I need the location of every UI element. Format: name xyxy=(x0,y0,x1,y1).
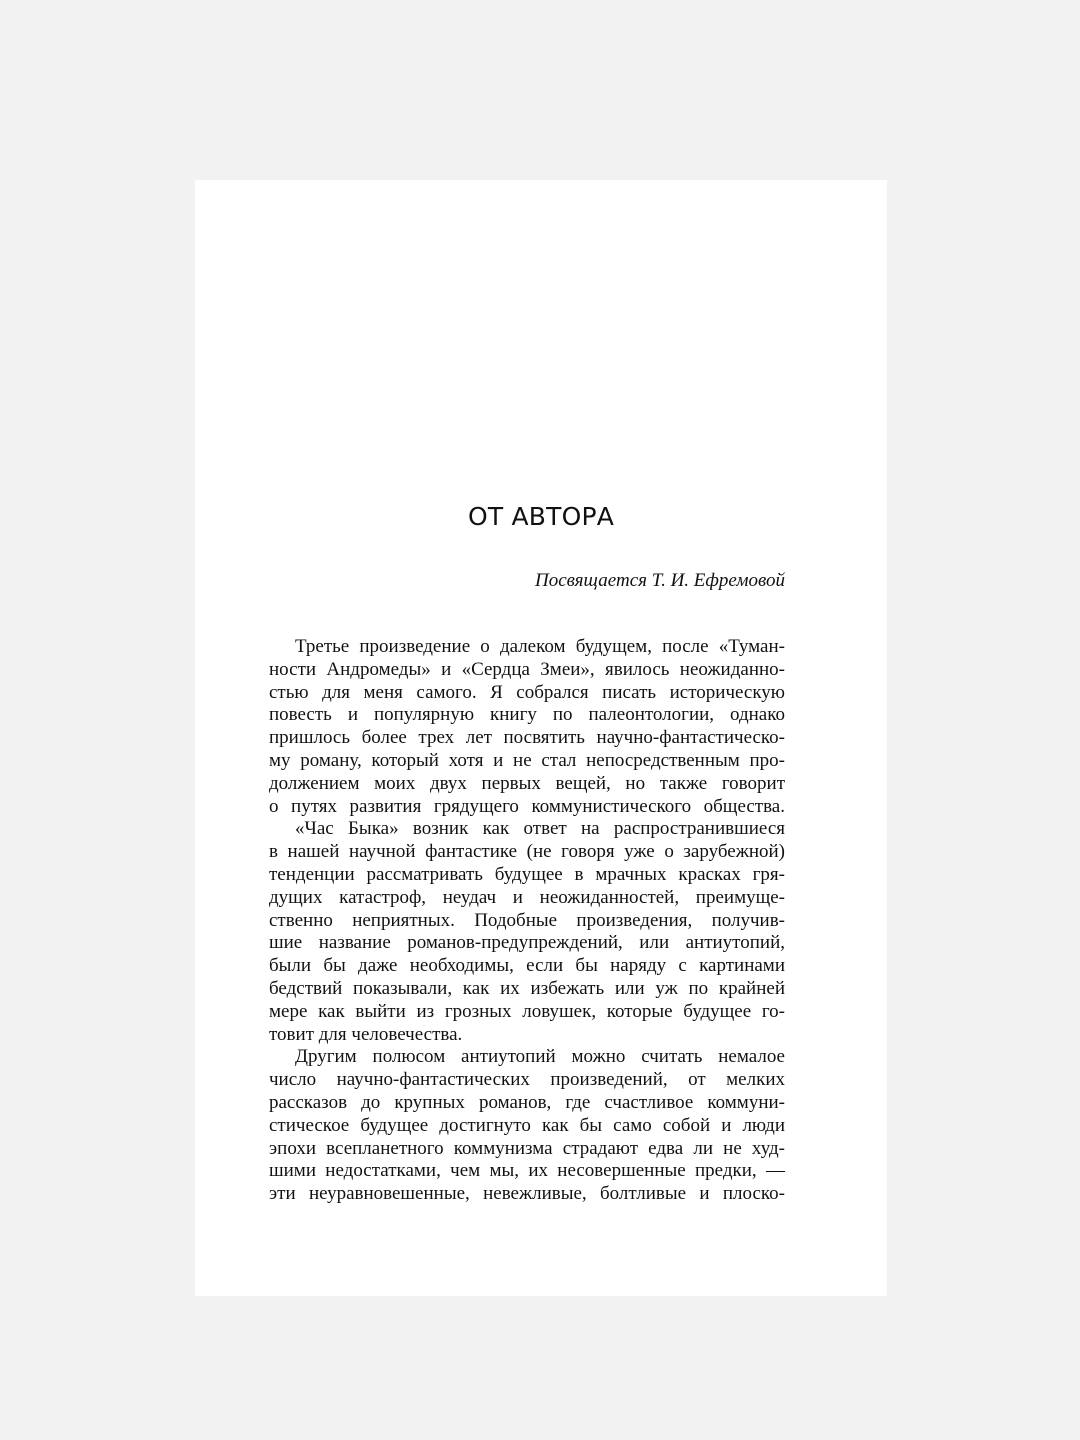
text-line: эти неуравновешенные, невежливые, болтливые и плоско- xyxy=(269,1183,785,1205)
text-line: мере как выйти из грозных ловушек, которые будущее го- xyxy=(269,1000,785,1022)
paragraph-3 xyxy=(269,1046,785,1206)
text-line: дущих катастроф, неудач и неожиданностей, преимуще- xyxy=(269,886,785,908)
text-line: должением моих двух первых вещей, но также говорит xyxy=(269,772,785,794)
text-line: ственно неприятных. Подобные произведения, получив- xyxy=(269,909,785,931)
text-line: тенденции рассматривать будущее в мрачных красках гря- xyxy=(269,863,785,885)
text-line: Другим полюсом антиутопий можно считать немалое xyxy=(295,1046,785,1068)
text-line: стическое будущее достигнуто как бы само собой и люди xyxy=(269,1114,785,1136)
text-line: рассказов до крупных романов, где счастливое коммуни- xyxy=(269,1091,785,1113)
text-line: число научно-фантастических произведений, от мелких xyxy=(269,1069,785,1091)
dedication: Посвящается Т. И. Ефремовой xyxy=(535,570,785,591)
chapter-title: ОТ АВТОРА xyxy=(467,502,615,531)
paragraph-2 xyxy=(269,818,785,1046)
text-line: эпохи всепланетного коммунизма страдают едва ли не худ- xyxy=(269,1137,785,1159)
text-line: стью для меня самого. Я собрался писать историческую xyxy=(269,681,785,703)
text-line: о путях развития грядущего коммунистического общества. xyxy=(269,795,785,817)
paragraph-1 xyxy=(269,636,785,818)
text-line: «Час Быка» возник как ответ на распространившиеся xyxy=(295,818,785,840)
book-page xyxy=(195,180,887,1296)
text-line: пришлось более трех лет посвятить научно-фантастическо- xyxy=(269,727,785,749)
text-line: товит для человечества. xyxy=(269,1023,463,1045)
text-line: в нашей научной фантастике (не говоря уже о зарубежной) xyxy=(269,841,785,863)
text-line: шими недостатками, чем мы, их несовершенные предки, — xyxy=(269,1160,785,1182)
text-line: Третье произведение о далеком будущем, после «Туман- xyxy=(295,636,785,657)
text-line: бедствий показывали, как их избежать или уж по крайней xyxy=(269,977,785,999)
text-line: ности Андромеды» и «Сердца Змеи», явилось неожиданно- xyxy=(269,658,785,680)
text-line: шие название романов-предупреждений, или антиутопий, xyxy=(269,932,785,954)
body-text xyxy=(269,636,785,1206)
text-line: были бы даже необходимы, если бы наряду с картинами xyxy=(269,955,785,977)
text-line: повесть и популярную книгу по палеонтологии, однако xyxy=(269,704,785,726)
text-line: му роману, который хотя и не стал непосредственным про- xyxy=(269,749,785,771)
